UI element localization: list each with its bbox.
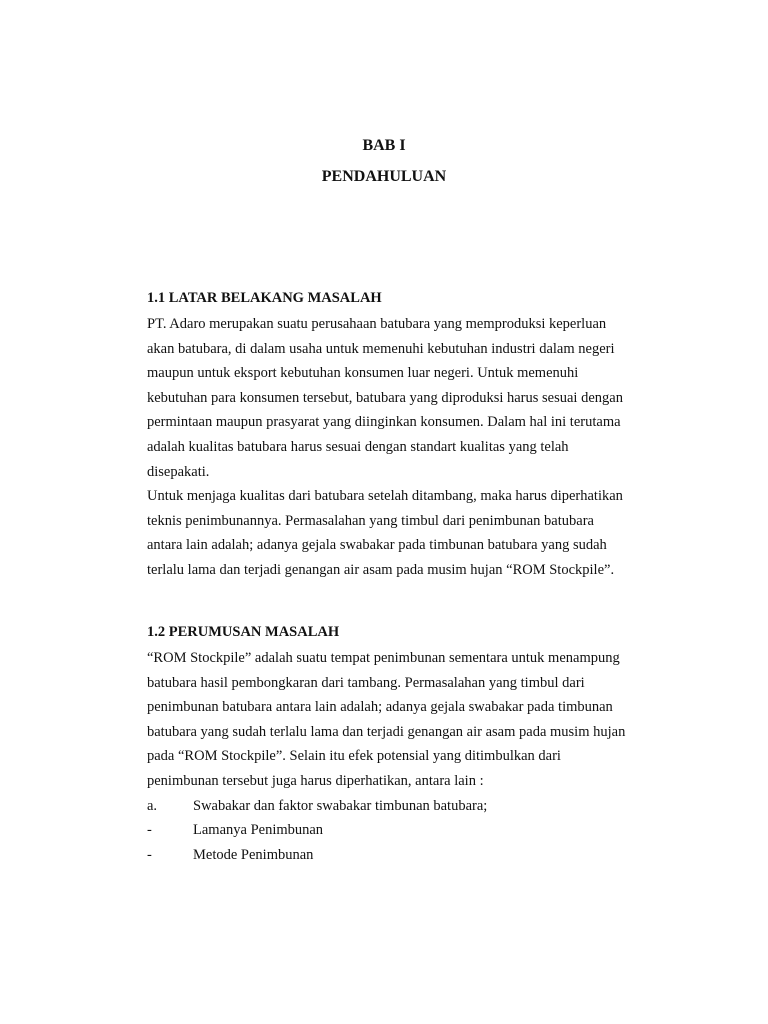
paragraph-line: pada “ROM Stockpile”. Selain itu efek potensial yang ditimbulkan dari xyxy=(147,748,561,765)
list-item xyxy=(147,794,658,819)
list-item-text: Swabakar dan faktor swabakar timbunan batubara; xyxy=(193,797,488,814)
paragraph-line: permintaan maupun prasyarat yang diinginkan konsumen. Dalam hal ini terutama xyxy=(147,414,621,431)
paragraph xyxy=(147,484,658,582)
paragraph-line: penimbunan batubara antara lain adalah; adanya gejala swabakar pada timbunan xyxy=(147,699,613,716)
paragraph-line: batubara yang sudah terlalu lama dan terjadi genangan air asam pada musim hujan xyxy=(147,723,626,740)
paragraph-line: Untuk menjaga kualitas dari batubara setelah ditambang, maka harus diperhatikan xyxy=(147,488,623,505)
paragraph-line: disepakati. xyxy=(147,463,210,480)
section-latar-belakang xyxy=(147,288,658,583)
list-item-text: Lamanya Penimbunan xyxy=(193,822,324,839)
paragraph-line: kebutuhan para konsumen tersebut, batubara yang diproduksi harus sesuai dengan xyxy=(147,389,623,406)
paragraph-line: akan batubara, di dalam usaha untuk memenuhi kebutuhan industri dalam negeri xyxy=(147,340,615,357)
problem-list xyxy=(147,794,658,868)
paragraph xyxy=(147,646,658,794)
paragraph-line: adalah kualitas batubara harus sesuai dengan standart kualitas yang telah xyxy=(147,438,569,455)
paragraph-line: teknis penimbunannya. Permasalahan yang timbul dari penimbunan batubara xyxy=(147,512,594,529)
list-marker: - xyxy=(147,822,152,839)
paragraph xyxy=(147,312,658,484)
list-marker: a. xyxy=(147,797,158,814)
paragraph-line: batubara hasil pembongkaran dari tambang. Permasalahan yang timbul dari xyxy=(147,674,585,691)
paragraph-line: antara lain adalah; adanya gejala swabakar pada timbunan batubara yang sudah xyxy=(147,537,607,554)
list-item xyxy=(147,818,658,843)
paragraph-line: penimbunan tersebut juga harus diperhatikan, antara lain : xyxy=(147,772,484,789)
paragraph-line: PT. Adaro merupakan suatu perusahaan batubara yang memproduksi keperluan xyxy=(147,316,607,332)
paragraph-line: terlalu lama dan terjadi genangan air asam pada musim hujan “ROM Stockpile”. xyxy=(147,561,615,578)
paragraph-line: maupun untuk eksport kebutuhan konsumen luar negeri. Untuk memenuhi xyxy=(147,365,579,382)
section-heading: 1.2 PERUMUSAN MASALAH xyxy=(147,624,340,640)
list-marker: - xyxy=(147,846,152,863)
section-perumusan-masalah xyxy=(147,622,658,867)
section-heading: 1.1 LATAR BELAKANG MASALAH xyxy=(147,290,382,306)
list-item xyxy=(147,843,658,868)
list-item-text: Metode Penimbunan xyxy=(193,846,314,863)
chapter-title: PENDAHULUAN xyxy=(321,168,447,185)
paragraph-line: “ROM Stockpile” adalah suatu tempat penimbunan sementara untuk menampung xyxy=(147,650,620,666)
chapter-number: BAB I xyxy=(362,137,406,154)
